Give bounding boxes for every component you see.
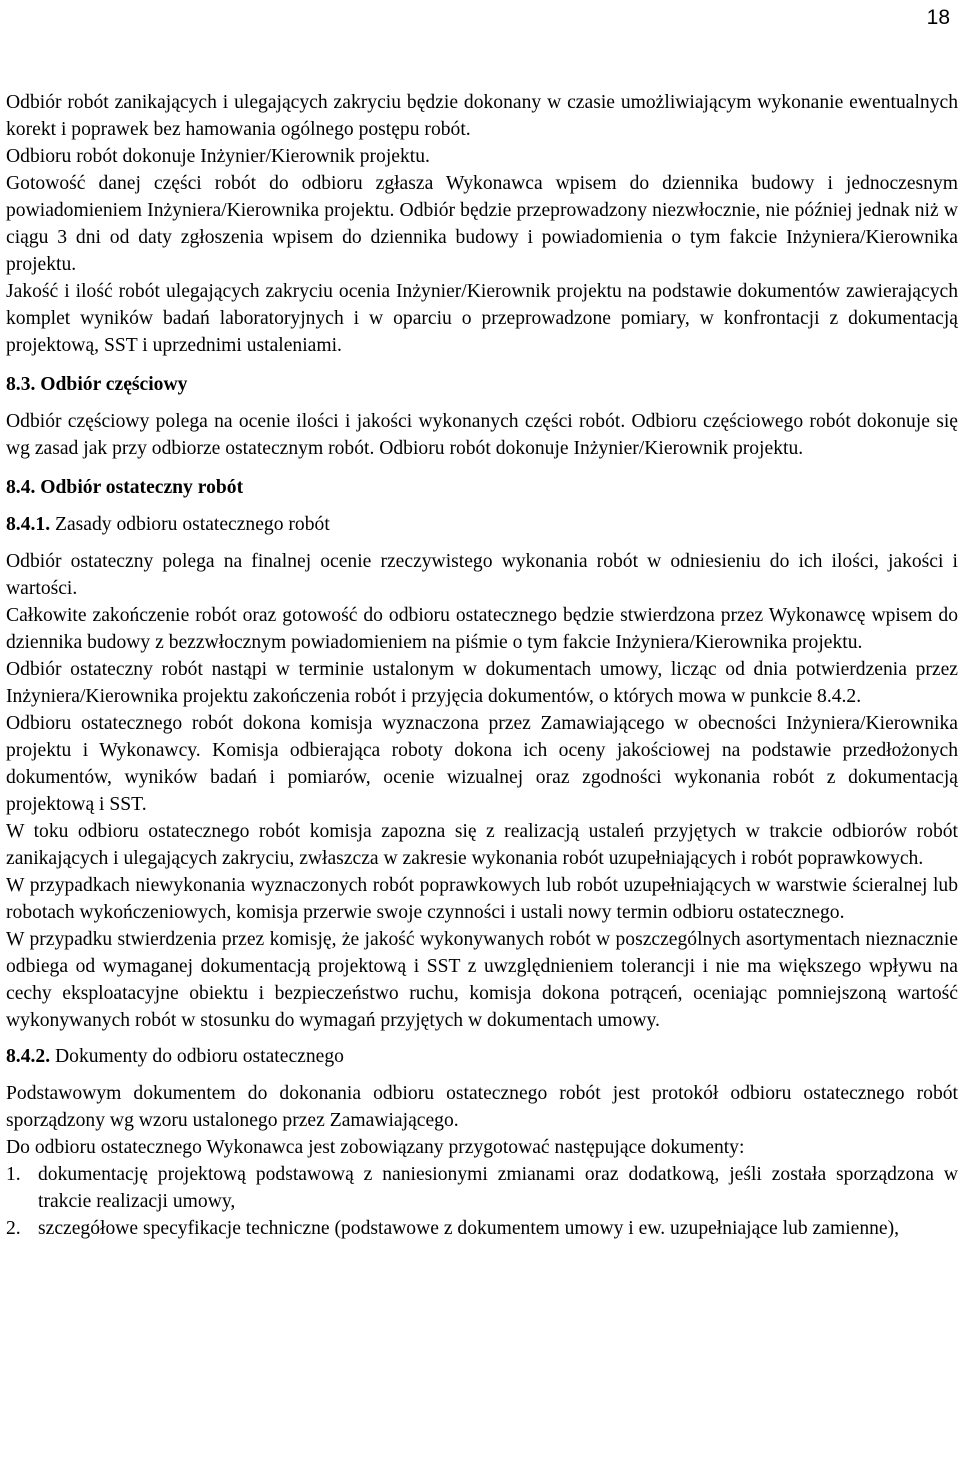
subsection-title: Zasady odbioru ostatecznego robót bbox=[50, 514, 330, 535]
list-item-number: 2. bbox=[6, 1218, 21, 1239]
subsection-number: 8.4.2. bbox=[6, 1046, 51, 1067]
subsection-title: Dokumenty do odbioru ostatecznego bbox=[50, 1046, 344, 1067]
section-heading-8-3: 8.3. Odbiór częściowy bbox=[6, 374, 188, 395]
paragraph: Odbioru robót dokonuje Inżynier/Kierownik projektu. bbox=[6, 146, 430, 167]
paragraph: Do odbioru ostatecznego Wykonawca jest zobowiązany przygotować następujące dokumenty: bbox=[6, 1137, 745, 1158]
paragraph: Gotowość danej części robót do odbioru zgłasza Wykonawca wpisem do dziennika budowy i jednoczesnym powiadomieniem Inżyniera/Kierownika projektu. Odbiór będzie przeprowadzony niezwłocznie, nie później jednak niż w ciągu 3 dni od daty zgłoszenia wpisem do dziennika budowy i powiadomienia o tym fakcie Inżyniera/Kierownika projektu. bbox=[6, 173, 958, 275]
subsection-heading-8-4-1 bbox=[6, 511, 958, 538]
page-number: 18 bbox=[926, 6, 950, 29]
paragraph: W przypadku stwierdzenia przez komisję, że jakość wykonywanych robót w poszczególnych asortymentach nieznacznie odbiega od wymaganej dokumentacją projektową i SST z uwzględnieniem tolerancji i nie ma większego wpływu na cechy eksploatacyjne obiektu i bezpieczeństwo ruchu, komisja dokona potrąceń, oceniając pomniejszoną wartość wykonywanych robót w stosunku do wymagań przyjętych w dokumentach umowy. bbox=[6, 929, 958, 1031]
paragraph: Odbiór ostateczny robót nastąpi w terminie ustalonym w dokumentach umowy, licząc od dnia potwierdzenia przez Inżyniera/Kierownika projektu zakończenia robót i przyjęcia dokumentów, o których mowa w punkcie 8.4.2. bbox=[6, 659, 958, 707]
list-item bbox=[6, 1215, 958, 1242]
subsection-heading-8-4-2 bbox=[6, 1043, 958, 1070]
paragraph: Jakość i ilość robót ulegających zakryciu ocenia Inżynier/Kierownik projektu na podstawie dokumentów zawierających komplet wyników badań laboratoryjnych i w oparciu o przeprowadzone pomiary, w konfrontacji z dokumentacją projektową, SST i uprzednimi ustaleniami. bbox=[6, 281, 958, 356]
paragraph: Odbiór robót zanikających i ulegających zakryciu będzie dokonany w czasie umożliwiającym wykonanie ewentualnych korekt i poprawek bez hamowania ogólnego postępu robót. bbox=[6, 92, 958, 140]
subsection-number: 8.4.1. bbox=[6, 514, 51, 535]
paragraph: Całkowite zakończenie robót oraz gotowość do odbioru ostatecznego będzie stwierdzona przez Wykonawcę wpisem do dziennika budowy z bezzwłocznym powiadomieniem na piśmie o tym fakcie Inżyniera/Kierownika projektu. bbox=[6, 605, 958, 653]
paragraph: Odbioru ostatecznego robót dokona komisja wyznaczona przez Zamawiającego w obecności Inżyniera/Kierownika projektu i Wykonawcy. Komisja odbierająca roboty dokona ich oceny jakościowej na podstawie przedłożonych dokumentów, wyników badań i pomiarów, ocenie wizualnej oraz zgodności wykonania robót z dokumentacją projektową i SST. bbox=[6, 713, 958, 815]
list-item-text: dokumentację projektową podstawową z naniesionymi zmianami oraz dodatkową, jeśli została sporządzona w trakcie realizacji umowy, bbox=[38, 1164, 958, 1212]
list-item-text: szczegółowe specyfikacje techniczne (podstawowe z dokumentem umowy i ew. uzupełniające lub zamienne), bbox=[38, 1218, 900, 1239]
paragraph: Podstawowym dokumentem do dokonania odbioru ostatecznego robót jest protokół odbioru ostatecznego robót sporządzony wg wzoru ustalonego przez Zamawiającego. bbox=[6, 1083, 958, 1131]
list-item-number: 1. bbox=[6, 1164, 21, 1185]
paragraph: Odbiór ostateczny polega na finalnej ocenie rzeczywistego wykonania robót w odniesieniu do ich ilości, jakości i wartości. bbox=[6, 551, 958, 599]
paragraph: W przypadkach niewykonania wyznaczonych robót poprawkowych lub robót uzupełniających w warstwie ścieralnej lub robotach wykończeniowych, komisja przerwie swoje czynności i ustali nowy termin odbioru ostatecznego. bbox=[6, 875, 958, 923]
list-item bbox=[6, 1161, 958, 1215]
section-heading-8-4: 8.4. Odbiór ostateczny robót bbox=[6, 477, 244, 498]
documents-list bbox=[6, 1161, 958, 1242]
paragraph: Odbiór częściowy polega na ocenie ilości i jakości wykonanych części robót. Odbioru częściowego robót dokonuje się wg zasad jak przy odbiorze ostatecznym robót. Odbioru robót dokonuje Inżynier/Kierownik projektu. bbox=[6, 411, 958, 459]
paragraph: W toku odbioru ostatecznego robót komisja zapozna się z realizacją ustaleń przyjętych w trakcie odbiorów robót zanikających i ulegających zakryciu, zwłaszcza w zakresie wykonania robót uzupełniających i robót poprawkowych. bbox=[6, 821, 958, 869]
document-body bbox=[6, 89, 958, 1242]
